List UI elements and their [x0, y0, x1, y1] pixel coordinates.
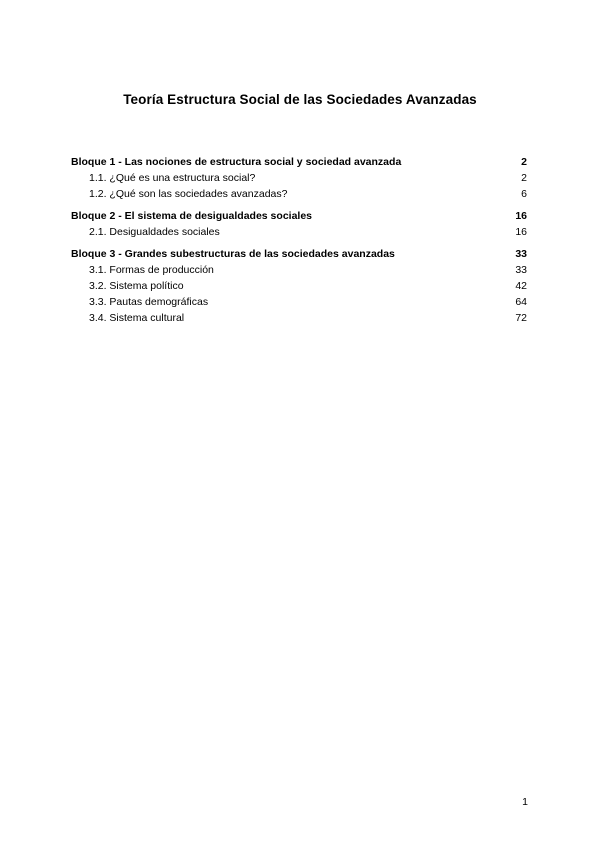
table-of-contents — [71, 154, 527, 326]
page-number: 1 — [522, 796, 528, 808]
toc-block-3 — [71, 246, 527, 262]
toc-item-2-1 — [71, 224, 527, 240]
document-title: Teoría Estructura Social de las Sociedades Avanzadas — [123, 92, 477, 107]
toc-page-number: 33 — [515, 264, 527, 276]
toc-item-3-3 — [71, 294, 527, 310]
toc-item-1-2 — [71, 186, 527, 202]
toc-page-number: 72 — [515, 312, 527, 324]
toc-item-label: 3.1. Formas de producción — [89, 264, 214, 276]
toc-item-label: 3.2. Sistema político — [89, 280, 184, 292]
toc-page-number: 16 — [515, 210, 527, 222]
toc-page-number: 6 — [521, 188, 527, 200]
toc-page-number: 16 — [515, 226, 527, 238]
toc-page-number: 42 — [515, 280, 527, 292]
toc-block-label: Bloque 3 - Grandes subestructuras de las sociedades avanzadas — [71, 248, 395, 260]
toc-page-number: 64 — [515, 296, 527, 308]
toc-item-3-4 — [71, 310, 527, 326]
toc-item-label: 2.1. Desigualdades sociales — [89, 226, 220, 238]
toc-item-label: 3.3. Pautas demográficas — [89, 296, 209, 308]
toc-item-label: 1.2. ¿Qué son las sociedades avanzadas? — [89, 188, 288, 200]
toc-block-2 — [71, 208, 527, 224]
toc-item-3-2 — [71, 278, 527, 294]
toc-page-number: 2 — [521, 172, 527, 184]
toc-item-1-1 — [71, 170, 527, 186]
toc-item-label: 3.4. Sistema cultural — [89, 312, 185, 324]
toc-item-3-1 — [71, 262, 527, 278]
toc-block-label: Bloque 1 - Las nociones de estructura social y sociedad avanzada — [71, 156, 402, 168]
toc-block-label: Bloque 2 - El sistema de desigualdades sociales — [71, 210, 313, 222]
toc-block-1 — [71, 154, 527, 170]
toc-page-number: 2 — [521, 156, 527, 168]
toc-item-label: 1.1. ¿Qué es una estructura social? — [89, 172, 256, 184]
toc-page-number: 33 — [515, 248, 527, 260]
